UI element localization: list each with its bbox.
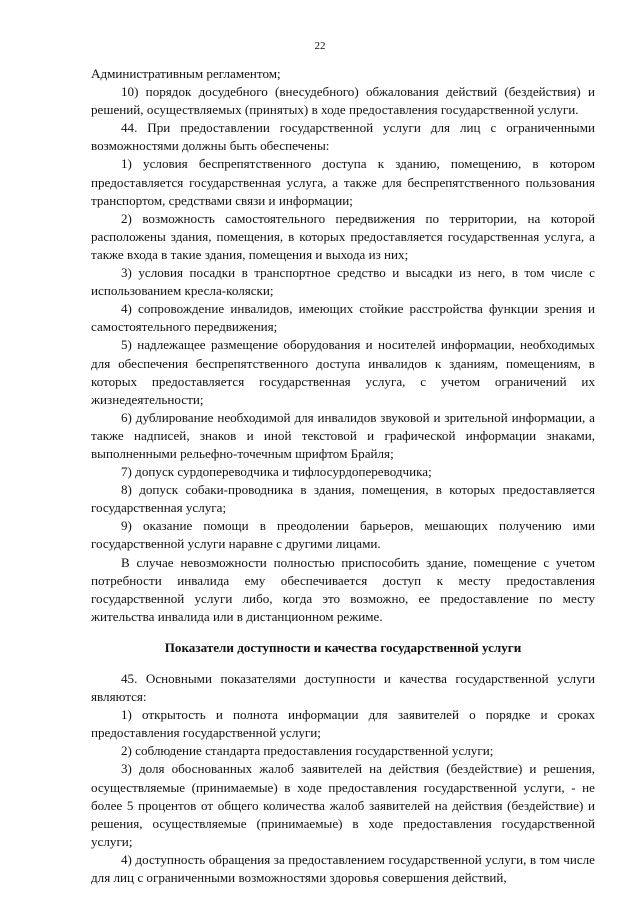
paragraph: 45. Основными показателями доступности и качества государственной услуги являются:: [91, 671, 595, 705]
paragraph: В случае невозможности полностью приспособить здание, помещение с учетом потребности инвалида ему обеспечивается доступ к месту предоставления государственной услуги либо, когда это возможно, ее предоставление по месту жительства инвалида или в дистанционном режиме.: [91, 554, 595, 624]
paragraph: 1) открытость и полнота информации для заявителей о порядке и сроках предоставления государственной услуги;: [91, 707, 595, 741]
document-body: [91, 65, 595, 887]
section-heading: Показатели доступности и качества государственной услуги: [164, 639, 522, 655]
paragraph: 5) надлежащее размещение оборудования и носителей информации, необходимых для обеспечения беспрепятственного доступа инвалидов к зданиям, помещениям, в которых предоставляется государственная услуга, с учетом ограничений их жизнедеятельности;: [91, 337, 595, 407]
paragraph: 7) допуск сурдопереводчика и тифлосурдопереводчика;: [121, 464, 432, 480]
paragraph: 3) условия посадки в транспортное средство и высадки из него, в том числе с использованием кресла-коляски;: [91, 265, 595, 299]
paragraph: 10) порядок досудебного (внесудебного) обжалования действий (бездействия) и решений, осуществляемых (принятых) в ходе предоставления государственной услуги.: [91, 84, 595, 118]
paragraph: 2) возможность самостоятельного передвижения по территории, на которой расположены здания, помещения, в которых предоставляется государственная услуга, а также входа в такие здания, помещения и выхода из них;: [91, 210, 595, 262]
page-number: 22: [314, 40, 326, 52]
paragraph: 1) условия беспрепятственного доступа к зданию, помещению, в котором предоставляется государственная услуга, а также для беспрепятственного пользования транспортом, средствами связи и информации;: [91, 156, 595, 208]
paragraph: 2) соблюдение стандарта предоставления государственной услуги;: [121, 743, 494, 759]
paragraph: 4) доступность обращения за предоставлением государственной услуги, в том числе для лиц с ограниченными возможностями здоровья совершения действий,: [91, 851, 595, 886]
paragraph: 4) сопровождение инвалидов, имеющих стойкие расстройства функции зрения и самостоятельного передвижения;: [91, 301, 595, 335]
paragraph: 3) доля обоснованных жалоб заявителей на действия (бездействие) и решения, осуществляемые (принимаемые) в ходе предоставления государственной услуги, - не более 5 процентов от общего количества жалоб заявителей на действия (бездействие) и решения, осуществляемые (принимаемые) в ходе предоставления государственной услуги;: [91, 761, 595, 849]
paragraph: Административным регламентом;: [91, 66, 281, 81]
paragraph: 44. При предоставлении государственной услуги для лиц с ограниченными возможностями должны быть обеспечены:: [91, 120, 595, 154]
paragraph: 6) дублирование необходимой для инвалидов звуковой и зрительной информации, а также надписей, знаков и иной текстовой и графической информации знаками, выполненными рельефно-точечным шрифтом Брайля;: [91, 409, 595, 461]
paragraph: 9) оказание помощи в преодолении барьеров, мешающих получению ими государственной услуги наравне с другими лицами.: [91, 518, 595, 552]
paragraph: 8) допуск собаки-проводника в здания, помещения, в которых предоставляется государственная услуга;: [91, 482, 595, 516]
